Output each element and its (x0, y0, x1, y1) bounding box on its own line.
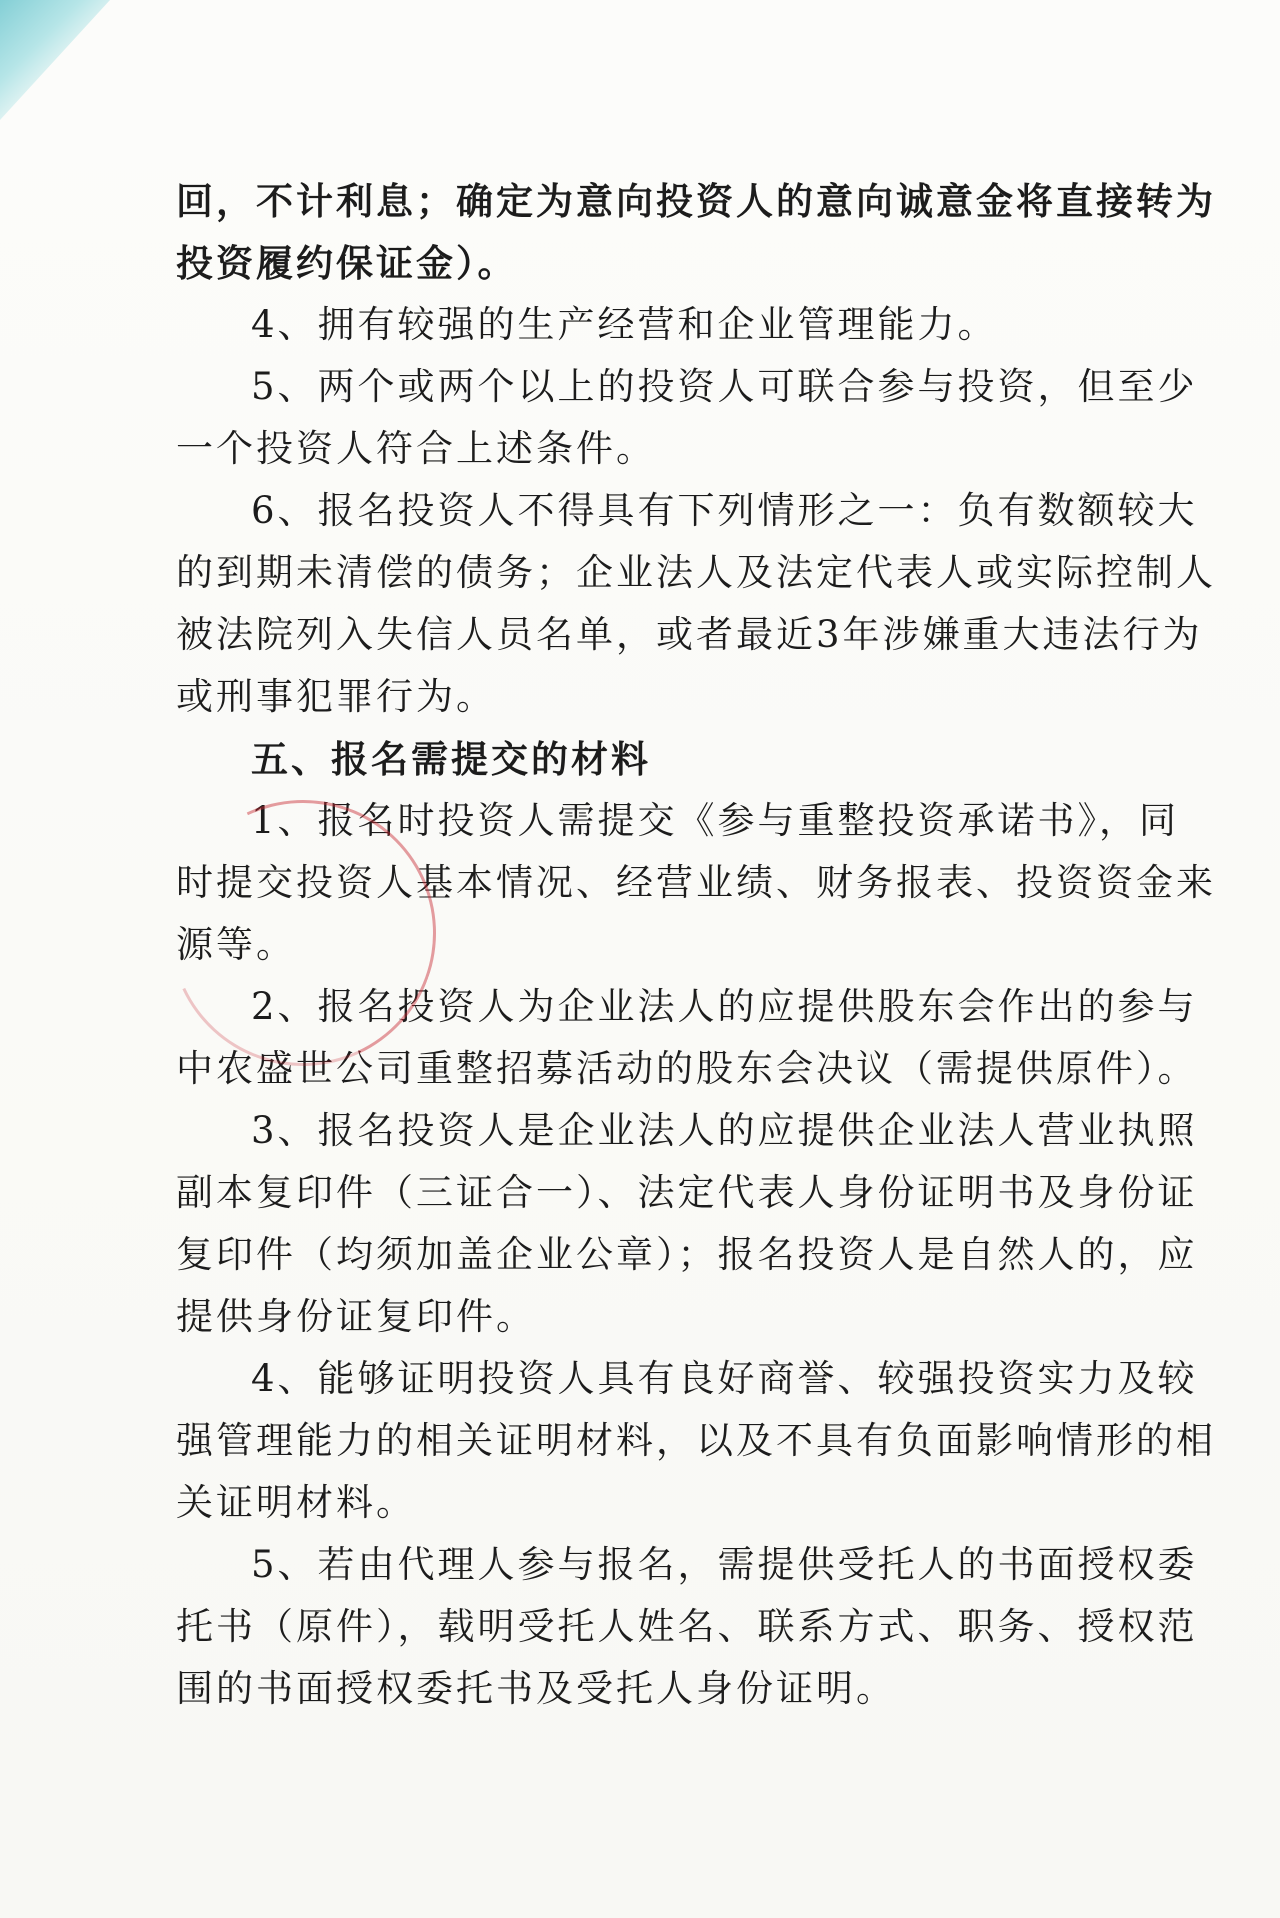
text-line: 中农盛世公司重整招募活动的股东会决议（需提供原件）。 (176, 1047, 1198, 1090)
text-line: 4、能够证明投资人具有良好商誉、较强投资实力及较 (251, 1357, 1198, 1400)
text-line: 回，不计利息；确定为意向投资人的意向诚意金将直接转为 (176, 179, 1216, 223)
text-line: 被法院列入失信人员名单，或者最近3年涉嫌重大违法行为 (176, 613, 1203, 656)
text-line: 3、报名投资人是企业法人的应提供企业法人营业执照 (251, 1109, 1198, 1152)
text-line: 投资履约保证金）。 (176, 241, 518, 285)
page-corner-fold (0, 0, 110, 120)
text-line: 的到期未清偿的债务；企业法人及法定代表人或实际控制人 (176, 551, 1216, 594)
text-line: 1、报名时投资人需提交《参与重整投资承诺书》，同 (251, 799, 1180, 842)
text-line: 时提交投资人基本情况、经营业绩、财务报表、投资资金来 (176, 861, 1216, 904)
text-line: 5、两个或两个以上的投资人可联合参与投资，但至少 (251, 365, 1198, 408)
text-line: 4、拥有较强的生产经营和企业管理能力。 (251, 303, 998, 346)
text-line: 复印件（均须加盖企业公章）；报名投资人是自然人的，应 (176, 1233, 1198, 1276)
section-heading: 五、报名需提交的材料 (251, 737, 651, 781)
text-line: 或刑事犯罪行为。 (176, 675, 496, 718)
text-line: 强管理能力的相关证明材料，以及不具有负面影响情形的相 (176, 1419, 1216, 1462)
text-line: 托书（原件），载明受托人姓名、联系方式、职务、授权范 (176, 1605, 1198, 1648)
text-line: 5、若由代理人参与报名，需提供受托人的书面授权委 (251, 1543, 1198, 1586)
document-body (176, 170, 1216, 1720)
text-line: 6、报名投资人不得具有下列情形之一：负有数额较大 (251, 489, 1198, 532)
text-line: 一个投资人符合上述条件。 (176, 427, 656, 470)
text-line: 2、报名投资人为企业法人的应提供股东会作出的参与 (251, 985, 1198, 1028)
text-line: 副本复印件（三证合一）、法定代表人身份证明书及身份证 (176, 1171, 1198, 1214)
text-line: 源等。 (176, 923, 296, 966)
text-line: 提供身份证复印件。 (176, 1295, 536, 1338)
text-line: 关证明材料。 (176, 1481, 416, 1524)
text-line: 围的书面授权委托书及受托人身份证明。 (176, 1667, 896, 1710)
